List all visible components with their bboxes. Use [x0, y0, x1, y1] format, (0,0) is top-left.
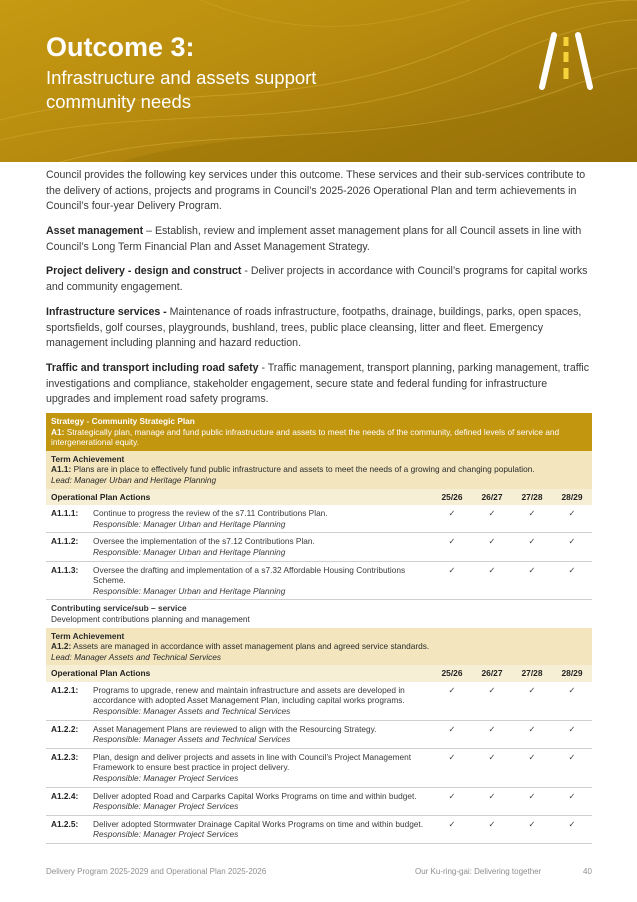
check-icon: ✓ [472, 561, 512, 600]
check-icon: ✓ [472, 505, 512, 533]
term-lead: Lead: Manager Urban and Heritage Planning [51, 474, 217, 485]
strategy-row [46, 413, 592, 451]
strategy-heading: Strategy - Community Strategic Plan [51, 416, 195, 426]
action-responsible: Responsible: Manager Assets and Technical Services [93, 734, 291, 745]
action-row [46, 787, 592, 815]
action-row [46, 561, 592, 600]
service-separator: - [241, 265, 251, 277]
page-number: 40 [583, 867, 592, 876]
check-icon: ✓ [432, 505, 472, 533]
service-infrastructure [46, 305, 592, 352]
service-traffic-transport [46, 361, 592, 408]
action-description [88, 748, 432, 787]
check-icon: ✓ [472, 720, 512, 748]
contributing-service-cell [46, 600, 592, 628]
check-icon: ✓ [432, 787, 472, 815]
action-description [88, 533, 432, 561]
action-description [88, 815, 432, 843]
action-text: Deliver adopted Stormwater Drainage Capital Works Programs on time and within budget. [93, 818, 424, 829]
action-description [88, 505, 432, 533]
action-responsible: Responsible: Manager Project Services [93, 773, 239, 784]
action-responsible: Responsible: Manager Urban and Heritage Planning [93, 546, 286, 557]
action-text: Plan, design and deliver projects and assets in line with Council’s Project Management Framework to ensure best practice in project delivery. [93, 751, 412, 773]
strategy-body [51, 427, 587, 448]
year-header: 28/29 [552, 665, 592, 682]
check-icon: ✓ [552, 533, 592, 561]
term-heading: Term Achievement [51, 630, 125, 641]
op-header-row [46, 489, 592, 506]
action-responsible: Responsible: Manager Assets and Technical Services [93, 706, 291, 717]
service-name: Infrastructure services - [46, 306, 167, 318]
term-achievement-row [46, 451, 592, 489]
action-row [46, 682, 592, 720]
op-header-label: Operational Plan Actions [46, 665, 432, 682]
check-icon: ✓ [512, 815, 552, 843]
term-text: Assets are managed in accordance with asset management plans and agreed service standards. [73, 641, 430, 652]
footer-right: Our Ku-ring-gai: Delivering together [415, 867, 542, 876]
year-header: 27/28 [512, 489, 552, 506]
op-header-row [46, 665, 592, 682]
action-description [88, 720, 432, 748]
footer-left: Delivery Program 2025-2029 and Operational Plan 2025-2026 [46, 867, 267, 876]
service-description: Maintenance of roads infrastructure, footpaths, drainage, buildings, parks, open spaces, sportsfields, golf courses, playgrounds, bushland, trees, public place cleansing, litter and fleet. Emergency management including planning and hazard reduction. [46, 306, 582, 349]
road-logo-icon [538, 31, 594, 91]
op-header-label: Operational Plan Actions [46, 489, 432, 506]
year-header: 25/26 [432, 665, 472, 682]
strategy-code: A1: [51, 426, 65, 437]
service-project-delivery [46, 264, 592, 295]
service-description: Deliver projects in accordance with Council’s programs for capital works and community engagement. [46, 265, 588, 293]
strategy-text: Strategically plan, manage and fund public infrastructure and assets to meet the needs of the community, defined levels of service and intergenerational equity. [51, 426, 560, 448]
action-responsible: Responsible: Manager Urban and Heritage Planning [93, 518, 286, 529]
action-responsible: Responsible: Manager Urban and Heritage Planning [93, 585, 286, 596]
action-code: A1.1.1: [46, 505, 88, 533]
strategy-cell [46, 413, 592, 451]
action-text: Oversee the implementation of the s7.12 Contributions Plan. [93, 536, 315, 547]
service-name: Traffic and transport including road safety [46, 362, 259, 374]
service-description: Establish, review and implement asset management plans for all Council assets in line with Council’s Long Term Financial Plan and Asset Management Strategy. [46, 225, 582, 253]
outcome-banner [0, 0, 637, 162]
action-row [46, 815, 592, 843]
year-header: 25/26 [432, 489, 472, 506]
contributing-service-row [46, 600, 592, 628]
term-achievement-cell [46, 628, 592, 666]
check-icon: ✓ [552, 815, 592, 843]
term-heading: Term Achievement [51, 453, 125, 464]
check-icon: ✓ [432, 561, 472, 600]
check-icon: ✓ [472, 748, 512, 787]
action-description [88, 561, 432, 600]
contrib-text: Development contributions planning and management [51, 613, 250, 624]
operational-plan-table [46, 413, 592, 844]
action-row [46, 505, 592, 533]
action-responsible: Responsible: Manager Project Services [93, 801, 239, 812]
action-code: A1.2.1: [46, 682, 88, 720]
term-achievement-row [46, 628, 592, 666]
intro-lead: Council provides the following key services under this outcome. These services and their sub-services contribute to the delivery of actions, projects and programs in Council’s 2025-2026 Operational Plan and term achievements in Council’s four-year Delivery Program. [46, 169, 586, 212]
action-text: Deliver adopted Road and Carparks Capital Works Programs on time and within budget. [93, 790, 417, 801]
check-icon: ✓ [552, 682, 592, 720]
year-header: 26/27 [472, 665, 512, 682]
action-row [46, 533, 592, 561]
term-code: A1.1: [51, 464, 72, 475]
check-icon: ✓ [512, 748, 552, 787]
service-description: Traffic management, transport planning, parking management, traffic investigations and compliance, stakeholder engagement, secure state and federal funding for infrastructure upgrades and implement road safety programs. [46, 362, 590, 405]
check-icon: ✓ [432, 682, 472, 720]
check-icon: ✓ [472, 533, 512, 561]
check-icon: ✓ [512, 682, 552, 720]
check-icon: ✓ [432, 748, 472, 787]
check-icon: ✓ [432, 533, 472, 561]
check-icon: ✓ [432, 815, 472, 843]
action-code: A1.2.2: [46, 720, 88, 748]
check-icon: ✓ [512, 720, 552, 748]
check-icon: ✓ [432, 720, 472, 748]
check-icon: ✓ [552, 748, 592, 787]
action-code: A1.1.2: [46, 533, 88, 561]
service-name: Project delivery - design and construct [46, 265, 242, 277]
action-responsible: Responsible: Manager Project Services [93, 829, 239, 840]
check-icon: ✓ [512, 561, 552, 600]
action-code: A1.2.3: [46, 748, 88, 787]
service-separator: – [143, 225, 155, 237]
action-code: A1.2.5: [46, 815, 88, 843]
action-row [46, 748, 592, 787]
action-row [46, 720, 592, 748]
term-body [51, 464, 587, 475]
year-header: 26/27 [472, 489, 512, 506]
year-header: 28/29 [552, 489, 592, 506]
check-icon: ✓ [472, 682, 512, 720]
service-separator: - [258, 362, 268, 374]
check-icon: ✓ [552, 720, 592, 748]
contrib-heading: Contributing service/sub – service [51, 603, 187, 614]
action-text: Oversee the drafting and implementation of a s7.32 Affordable Housing Contributions Scheme. [93, 564, 406, 586]
outcome-title: Outcome 3: [46, 32, 195, 62]
term-lead: Lead: Manager Assets and Technical Services [51, 651, 222, 662]
action-code: A1.2.4: [46, 787, 88, 815]
check-icon: ✓ [552, 561, 592, 600]
action-code: A1.1.3: [46, 561, 88, 600]
check-icon: ✓ [472, 815, 512, 843]
check-icon: ✓ [472, 787, 512, 815]
term-text: Plans are in place to effectively fund public infrastructure and assets to meet the needs of a growing and changing population. [73, 464, 535, 475]
check-icon: ✓ [552, 505, 592, 533]
term-code: A1.2: [51, 641, 72, 652]
outcome-subtitle: Infrastructure and assets support community needs [46, 67, 317, 112]
service-asset-management [46, 224, 592, 255]
action-text: Asset Management Plans are reviewed to align with the Resourcing Strategy. [93, 723, 377, 734]
year-header: 27/28 [512, 665, 552, 682]
action-text: Programs to upgrade, renew and maintain infrastructure and assets are developed in accordance with adopted Asset Management Plan, including capital works programs. [93, 684, 405, 706]
action-description [88, 682, 432, 720]
action-description [88, 787, 432, 815]
term-achievement-cell [46, 451, 592, 489]
service-name: Asset management [46, 225, 144, 237]
term-body [51, 641, 587, 652]
action-text: Continue to progress the review of the s7.11 Contributions Plan. [93, 508, 328, 519]
check-icon: ✓ [512, 533, 552, 561]
check-icon: ✓ [552, 787, 592, 815]
check-icon: ✓ [512, 505, 552, 533]
check-icon: ✓ [512, 787, 552, 815]
